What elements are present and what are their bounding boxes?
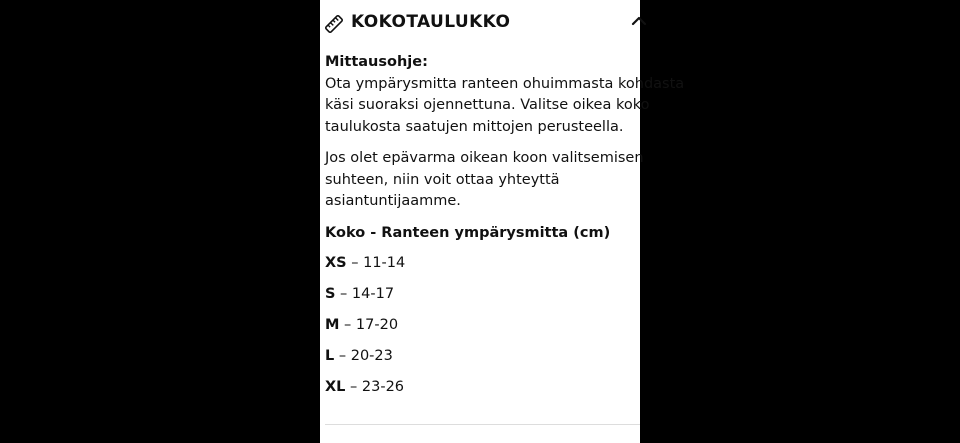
instructions-line: käsi suoraksi ojennettuna. Valitse oikea koko — [325, 97, 650, 113]
contact-line: suhteen, niin voit ottaa yhteyttä — [325, 171, 560, 188]
size-chart-content — [325, 52, 685, 408]
size-row — [325, 253, 665, 284]
instructions-line: taulukosta saatujen mittojen perusteella. — [325, 118, 624, 135]
sizes-heading: Koko - Ranteen ympärysmitta (cm) — [325, 224, 611, 241]
size-range: – 14-17 — [335, 286, 395, 302]
size-range: – 20-23 — [334, 348, 393, 364]
size-chart-title: KOKOTAULUKKO — [351, 12, 511, 32]
measuring-instructions-heading: Mittausohje: — [325, 54, 428, 70]
size-chart-panel — [320, 0, 685, 443]
contact-line: Jos olet epävarma oikean koon valitsemisen — [325, 150, 644, 166]
size-label: L — [325, 348, 335, 364]
ruler-icon — [324, 14, 344, 34]
instructions-line: Ota ympärysmitta ranteen ohuimmasta kohdasta — [325, 75, 685, 92]
size-label: M — [325, 317, 340, 333]
size-chart-header[interactable] — [320, 0, 640, 46]
size-label: S — [325, 286, 336, 302]
instructions-paragraph — [325, 74, 685, 139]
contact-paragraph — [325, 148, 665, 213]
size-row — [325, 284, 665, 315]
size-range: – 23-26 — [345, 379, 405, 395]
section-divider — [325, 424, 640, 425]
size-range: – 17-20 — [339, 317, 399, 333]
contact-line: asiantuntijaamme. — [325, 193, 461, 209]
size-row — [325, 315, 665, 346]
size-row — [325, 346, 665, 377]
size-label: XL — [325, 379, 346, 395]
chevron-up-icon[interactable] — [632, 14, 646, 28]
size-row — [325, 377, 665, 408]
size-range: – 11-14 — [346, 255, 406, 271]
size-label: XS — [325, 255, 347, 271]
